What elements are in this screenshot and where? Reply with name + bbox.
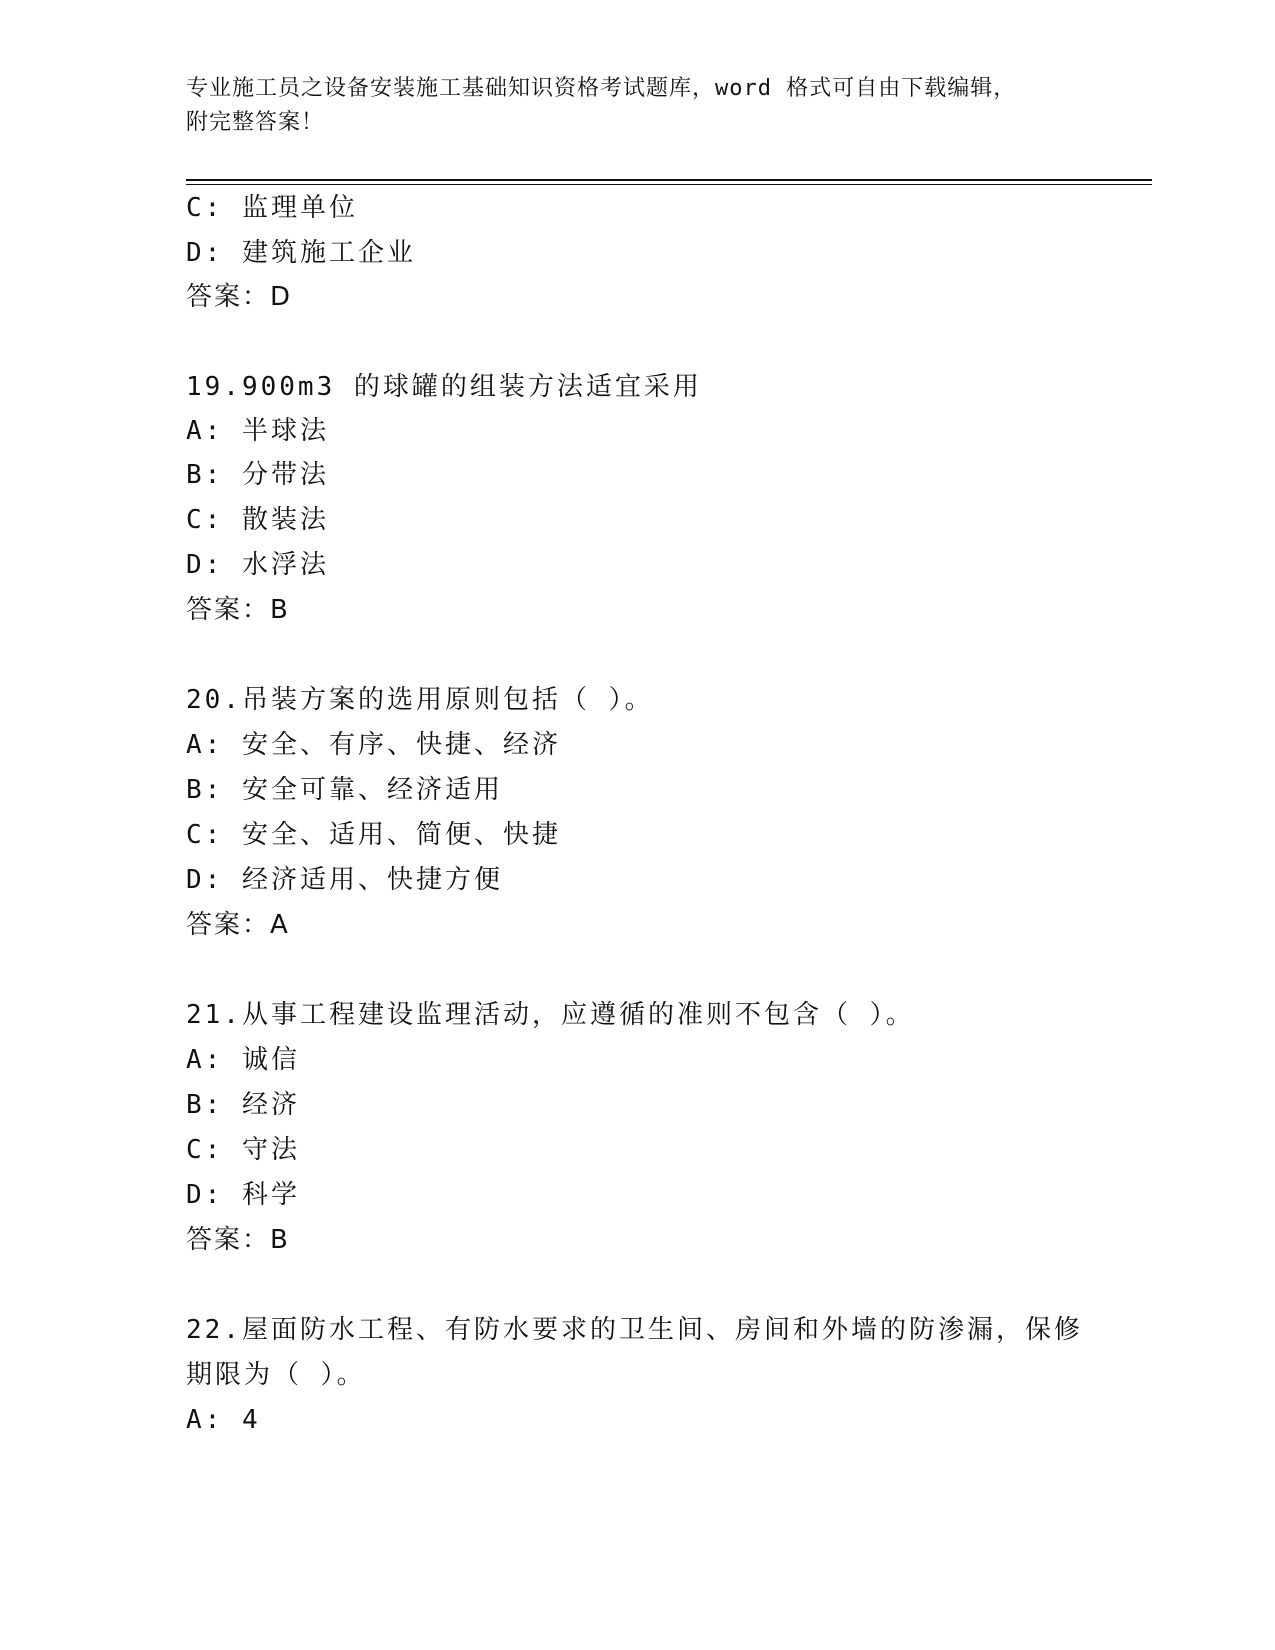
header-line-2: 附完整答案！: [186, 110, 325, 135]
q20-option-d: D: 经济适用、快捷方便: [186, 865, 503, 895]
q21-option-a: A: 诚信: [186, 1045, 300, 1075]
q21-option-b: B: 经济: [186, 1090, 300, 1120]
q19-option-d: D: 水浮法: [186, 550, 329, 580]
q19-option-c: C: 散装法: [186, 505, 329, 535]
header-divider-thick: [186, 179, 1152, 181]
q22-stem-line-2: 期限为（ ）。: [186, 1360, 366, 1390]
q19-option-a: A: 半球法: [186, 416, 329, 446]
q18-option-d: D: 建筑施工企业: [186, 238, 416, 268]
header-line-1: 专业施工员之设备安装施工基础知识资格考试题库，word 格式可自由下载编辑，: [186, 76, 1017, 101]
q22-stem-line-1: 22.屋面防水工程、有防水要求的卫生间、房间和外墙的防渗漏，保修: [186, 1315, 1083, 1345]
q20-stem: 20.吊装方案的选用原则包括（ ）。: [186, 685, 654, 715]
q21-answer: 答案：B: [186, 1225, 290, 1255]
q19-stem: 19.900m3 的球罐的组装方法适宜采用: [186, 372, 702, 402]
q18-answer: 答案：D: [186, 282, 293, 312]
q21-option-c: C: 守法: [186, 1135, 300, 1165]
q22-option-a: A: 4: [186, 1405, 261, 1435]
q19-answer: 答案：B: [186, 595, 290, 625]
q20-option-c: C: 安全、适用、简便、快捷: [186, 820, 561, 850]
header-divider-thin: [186, 184, 1152, 185]
q21-stem: 21.从事工程建设监理活动，应遵循的准则不包含（ ）。: [186, 1000, 915, 1030]
q20-answer: 答案：A: [186, 910, 290, 940]
q20-option-b: B: 安全可靠、经济适用: [186, 775, 503, 805]
document-header: [186, 72, 1086, 140]
q18-option-c: C: 监理单位: [186, 193, 358, 223]
q19-option-b: B: 分带法: [186, 460, 329, 490]
q21-option-d: D: 科学: [186, 1180, 300, 1210]
q20-option-a: A: 安全、有序、快捷、经济: [186, 730, 561, 760]
